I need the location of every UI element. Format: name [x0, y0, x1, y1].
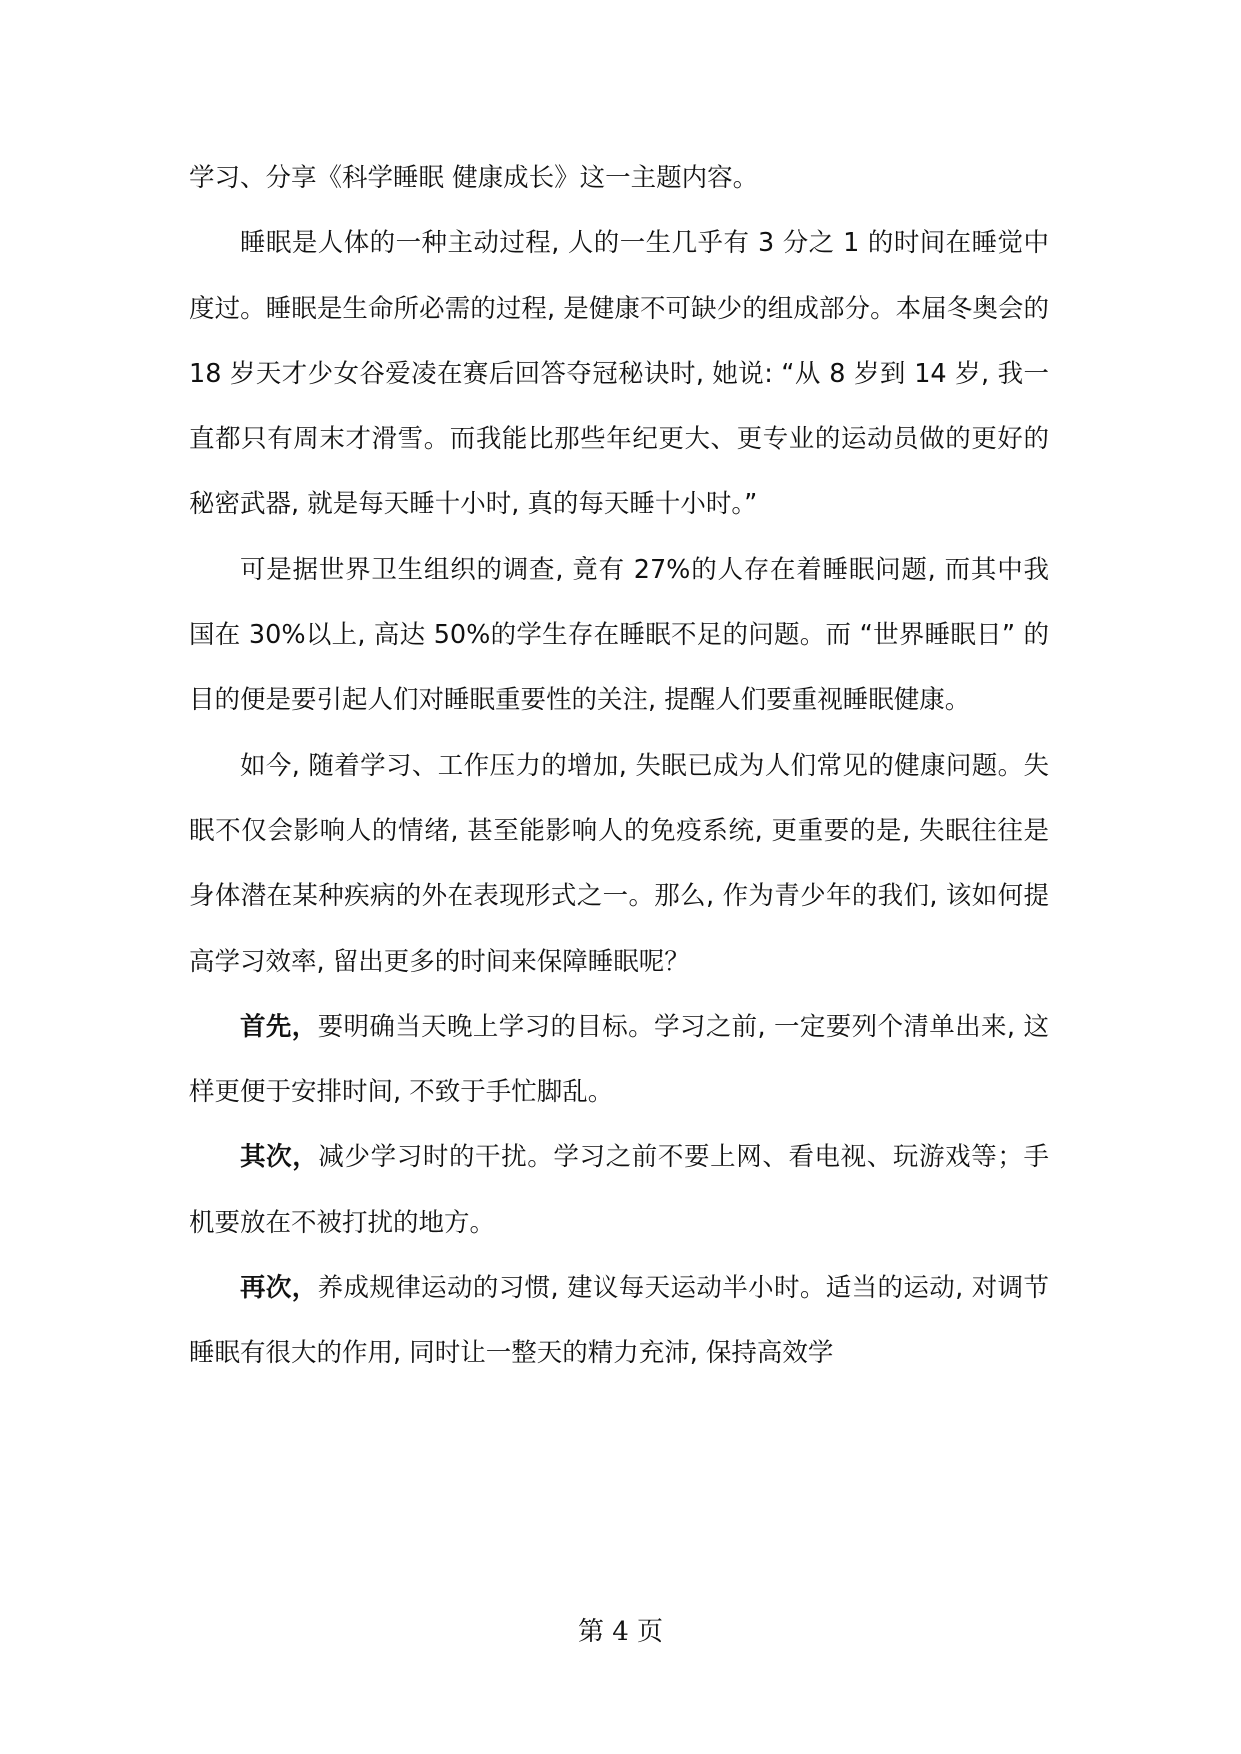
paragraph-text: 如今, 随着学习、工作压力的增加, 失眠已成为人们常见的健康问题。失眠不仅会影响人的情绪, 甚至能影响人的免疫系统, 更重要的是, 失眠往往是身体潜在某种疾病的外在表现形式之一。那么, 作为青少年的我们, 该如何提高学习效率, 留出更多的时间来保障睡眠呢？ — [189, 750, 1049, 977]
paragraph-text: 养成规律运动的习惯, 建议每天运动半小时。适当的运动, 对调节睡眠有很大的作用, 同时让一整天的精力充沛, 保持高效学 — [189, 1273, 1049, 1369]
page-number-footer: 第 4 页 — [577, 1617, 664, 1647]
paragraph-text: 学习、分享《科学睡眠 健康成长》这一主题内容。 — [189, 163, 759, 193]
paragraph-tip-second — [189, 1125, 1049, 1256]
paragraph-text: 要明确当天晚上学习的目标。学习之前, 一定要列个清单出来, 这样更便于安排时间, 不致于手忙脚乱。 — [189, 1011, 1049, 1108]
paragraph-lead-bold: 其次， — [240, 1142, 319, 1173]
paragraph-insomnia — [189, 734, 1049, 995]
paragraph-tip-third — [189, 1256, 1049, 1387]
paragraph-tip-first — [189, 995, 1049, 1126]
paragraph-lead-bold: 再次， — [240, 1273, 318, 1304]
paragraph-text: 可是据世界卫生组织的调查, 竟有 27%的人存在着睡眠问题, 而其中我国在 30%以上, 高达 50%的学生存在睡眠不足的问题。而 “世界睡眠日” 的目的便是要引起人们对睡眠重要性的关注, 提醒人们要重视睡眠健康。 — [189, 554, 1049, 716]
paragraph-who-survey — [189, 538, 1049, 734]
paragraph-lead-bold: 首先， — [240, 1011, 318, 1042]
paragraph-text: 睡眠是人体的一种主动过程, 人的一生几乎有 3 分之 1 的时间在睡觉中度过。睡眠是生命所必需的过程, 是健康不可缺少的组成部分。本届冬奥会的 18 岁天才少女谷爱凌在赛后回答夺冠秘诀时, 她说: “从 8 岁到 14 岁, 我一直都只有周末才滑雪。而我能比那些年纪更大、更专业的运动员做的更好的秘密武器, 就是每天睡十小时, 真的每天睡十小时。” — [189, 228, 1049, 520]
body-text — [189, 146, 1049, 1387]
paragraph-text: 减少学习时的干扰。学习之前不要上网、看电视、玩游戏等；手机要放在不被打扰的地方。 — [189, 1142, 1049, 1238]
paragraph-sleep-importance — [189, 211, 1049, 537]
paragraph-intro-continuation — [189, 146, 1049, 211]
